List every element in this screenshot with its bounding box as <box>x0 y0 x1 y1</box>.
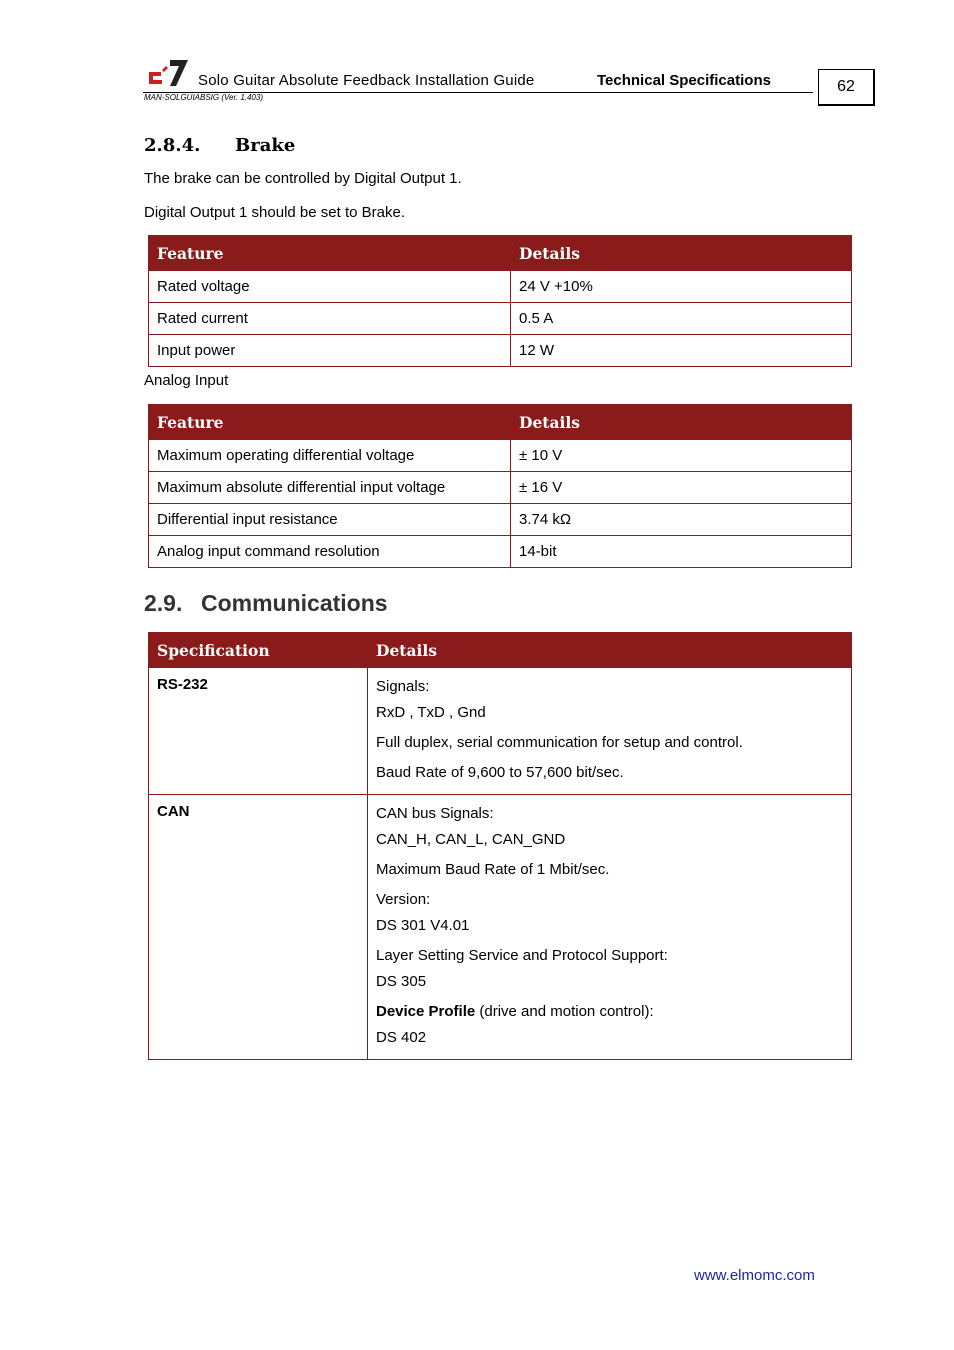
table-row <box>149 668 852 795</box>
table-cell: Input power <box>149 335 511 367</box>
communications-heading <box>144 590 388 617</box>
table-cell-details <box>368 795 852 1060</box>
table-cell: Maximum operating differential voltage <box>149 440 511 472</box>
table-cell: Maximum absolute differential input voltage <box>149 472 511 504</box>
table-row <box>149 271 852 303</box>
detail-line: CAN_H, CAN_L, CAN_GND <box>376 831 566 848</box>
footer-website-link[interactable]: www.elmomc.com <box>694 1267 815 1284</box>
column-header-feature: Feature <box>149 405 511 440</box>
table-cell: Rated voltage <box>149 271 511 303</box>
detail-line: Version: <box>376 891 431 908</box>
table-row <box>149 536 852 568</box>
table-row <box>149 335 852 367</box>
table-cell: 0.5 A <box>511 303 852 335</box>
brake-heading <box>144 135 295 156</box>
detail-line: Baud Rate of 9,600 to 57,600 bit/sec. <box>376 764 624 781</box>
table-cell-spec: CAN <box>149 795 368 1060</box>
table-cell: Differential input resistance <box>149 504 511 536</box>
column-header-details: Details <box>511 405 852 440</box>
detail-line: DS 402 <box>376 1029 427 1046</box>
detail-line: DS 305 <box>376 973 427 990</box>
table-cell-spec: RS-232 <box>149 668 368 795</box>
table-cell: 12 W <box>511 335 852 367</box>
document-title: Solo Guitar Absolute Feedback Installation Guide <box>198 72 535 89</box>
communications-table <box>148 632 852 1060</box>
device-profile-description: (drive and motion control): <box>475 1003 654 1020</box>
elmo-logo-icon <box>148 58 190 88</box>
document-id: MAN-SOLGUIABSIG (Ver. 1.403) <box>144 93 263 102</box>
table-cell: ± 10 V <box>511 440 852 472</box>
detail-line: Layer Setting Service and Protocol Support: <box>376 947 668 964</box>
table-cell: Analog input command resolution <box>149 536 511 568</box>
section-title: Technical Specifications <box>597 72 771 89</box>
brake-paragraph-1: The brake can be controlled by Digital Output 1. <box>144 170 462 187</box>
table-cell: 14-bit <box>511 536 852 568</box>
table-header-row <box>149 236 852 271</box>
brake-heading-number: 2.8.4. <box>144 135 201 156</box>
device-profile-label: Device Profile <box>376 1003 476 1020</box>
table-cell-details <box>368 668 852 795</box>
table-cell: Rated current <box>149 303 511 335</box>
detail-line: RxD , TxD , Gnd <box>376 704 486 721</box>
table-row <box>149 472 852 504</box>
table-header-row <box>149 633 852 668</box>
detail-line: Maximum Baud Rate of 1 Mbit/sec. <box>376 861 610 878</box>
table-cell: 3.74 kΩ <box>511 504 852 536</box>
table-cell: 24 V +10% <box>511 271 852 303</box>
column-header-specification: Specification <box>149 633 368 668</box>
brake-heading-text: Brake <box>235 135 296 156</box>
column-header-details: Details <box>511 236 852 271</box>
detail-line-device-profile <box>376 999 843 1025</box>
brake-table <box>148 235 852 367</box>
page-number: 62 <box>818 69 875 106</box>
analog-input-label: Analog Input <box>144 372 229 389</box>
column-header-feature: Feature <box>149 236 511 271</box>
detail-line: Signals: <box>376 678 430 695</box>
column-header-details: Details <box>368 633 852 668</box>
table-row <box>149 504 852 536</box>
table-cell: ± 16 V <box>511 472 852 504</box>
table-row <box>149 440 852 472</box>
table-row <box>149 795 852 1060</box>
communications-heading-number: 2.9. <box>144 590 183 616</box>
analog-input-table <box>148 404 852 568</box>
table-header-row <box>149 405 852 440</box>
communications-heading-text: Communications <box>201 590 388 616</box>
detail-line: DS 301 V4.01 <box>376 917 470 934</box>
brake-paragraph-2: Digital Output 1 should be set to Brake. <box>144 204 405 221</box>
table-row <box>149 303 852 335</box>
detail-line: Full duplex, serial communication for setup and control. <box>376 734 743 751</box>
detail-line: CAN bus Signals: <box>376 805 494 822</box>
